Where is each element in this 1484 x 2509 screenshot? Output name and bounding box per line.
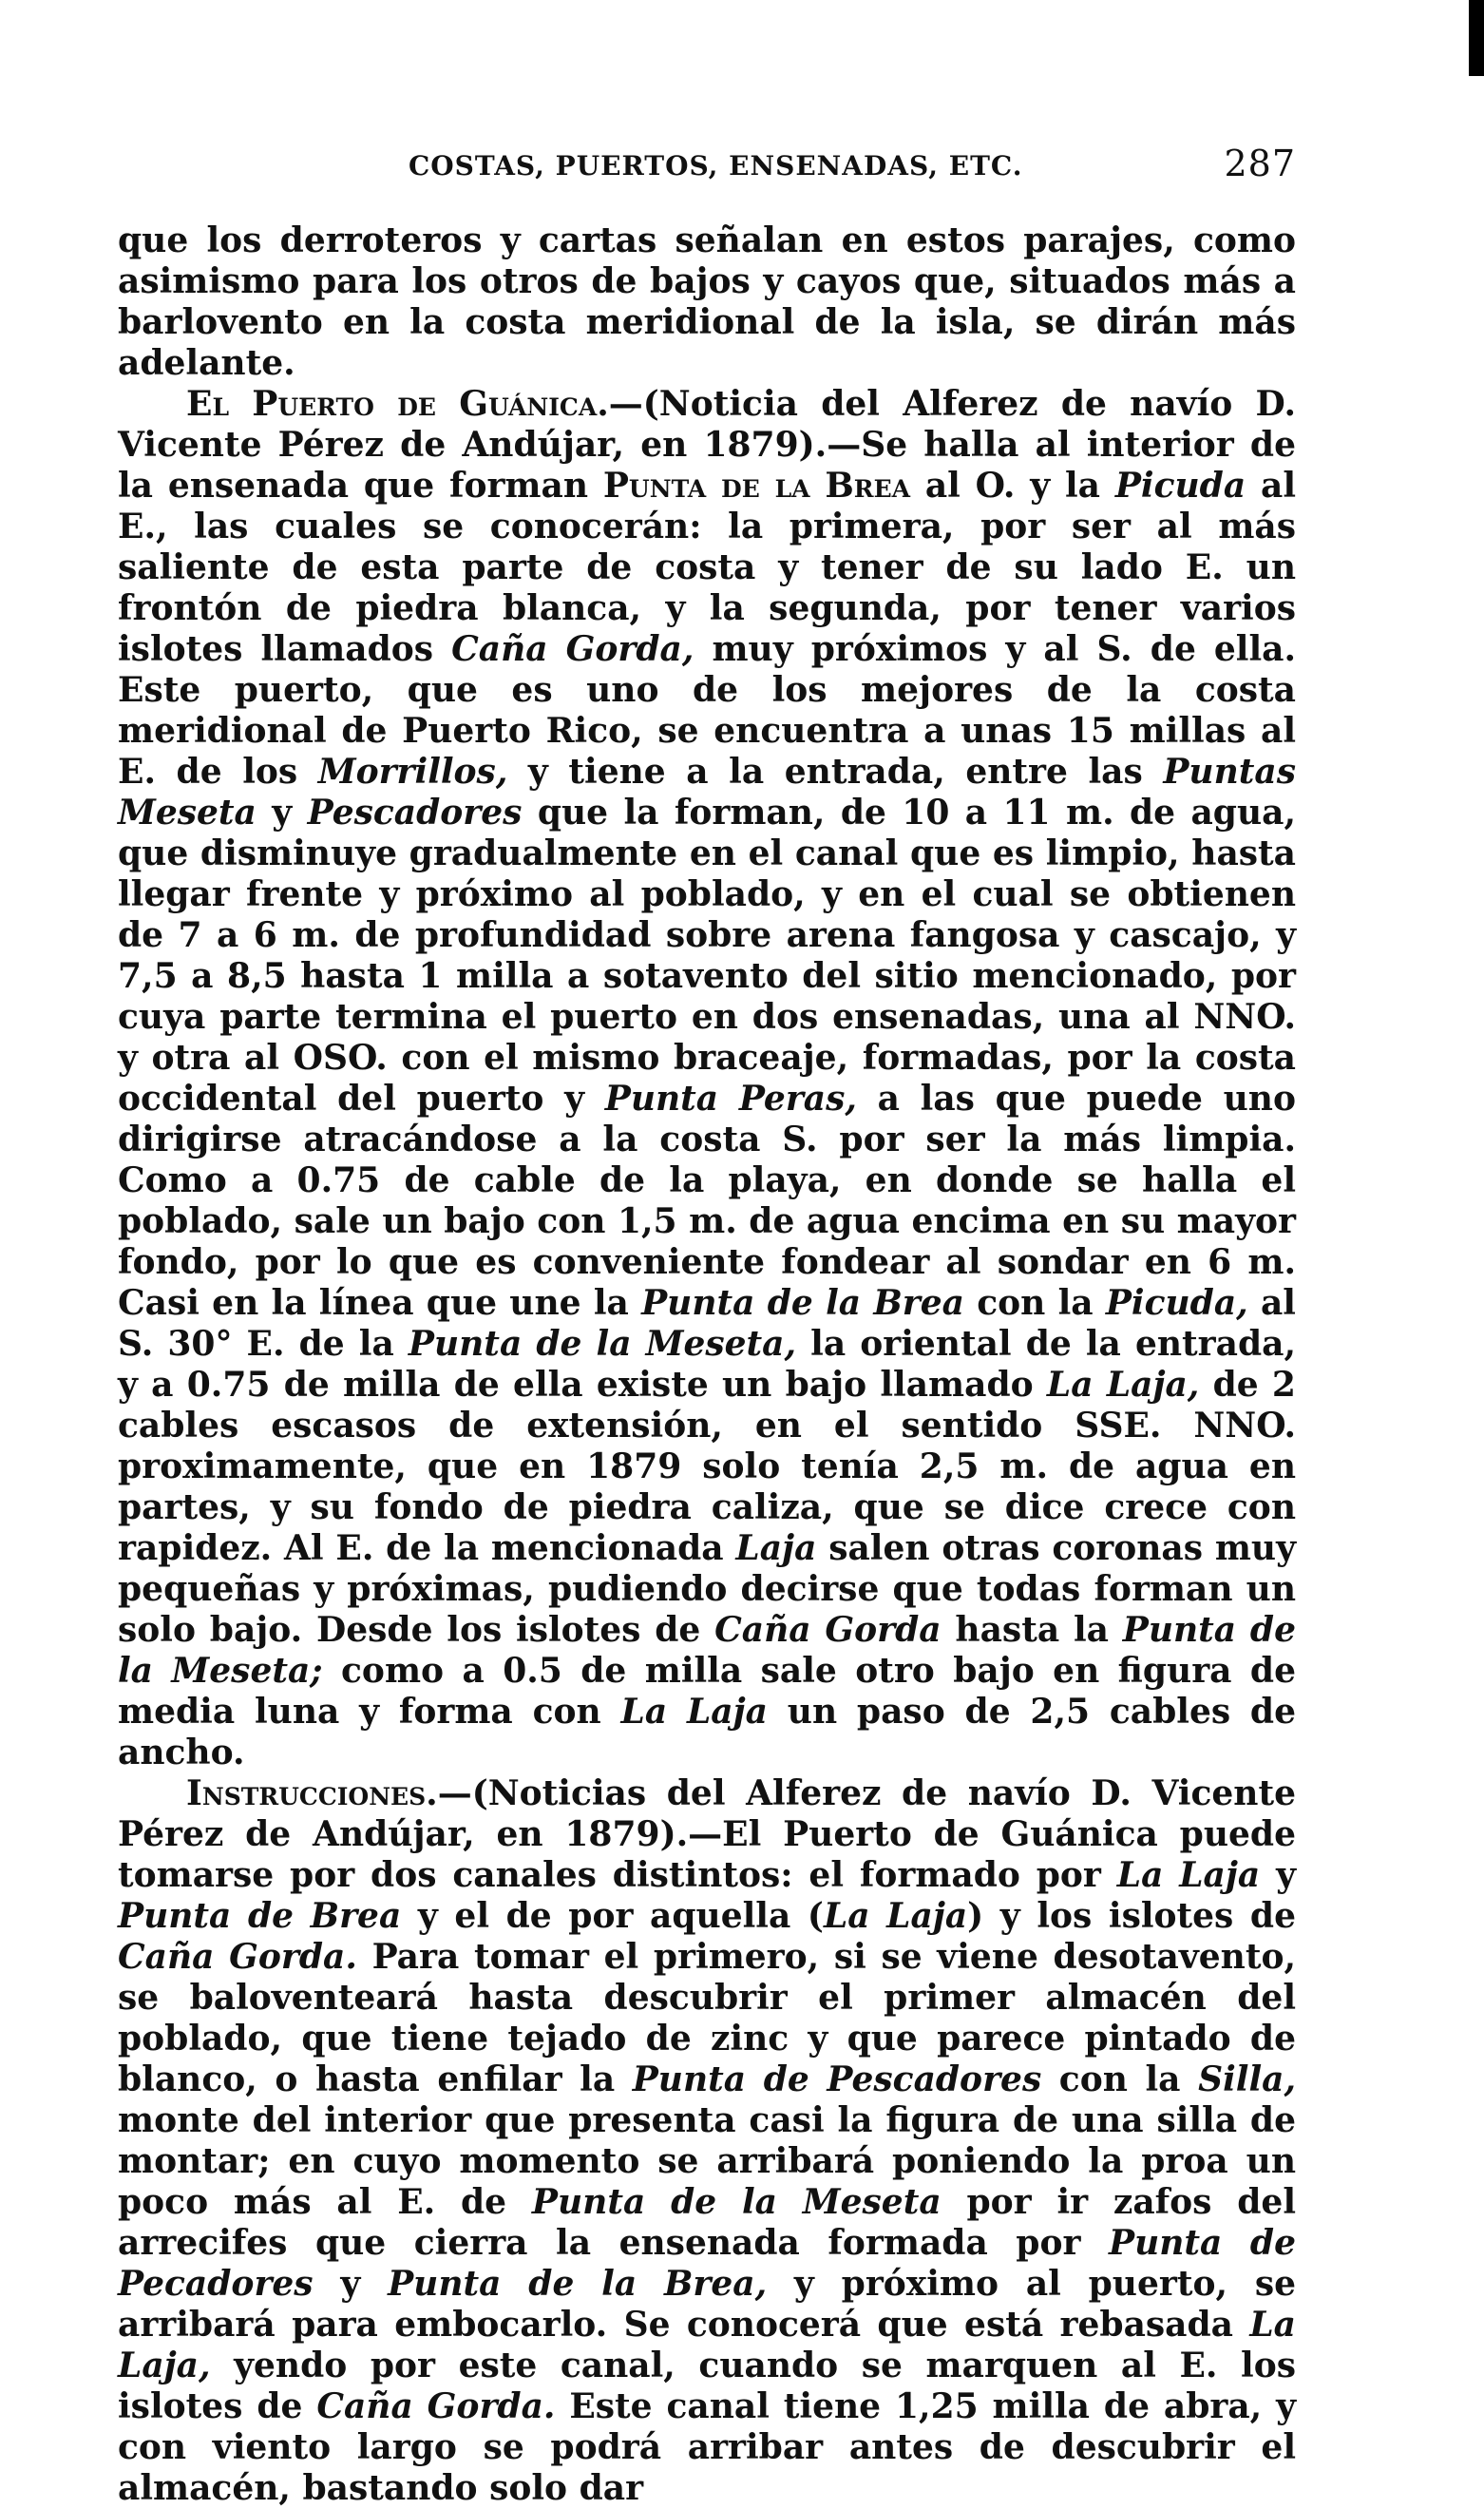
body-text: al E., las cuales se conocerán: la primera, por ser al más saliente de esta parte de costa y tener de su lado E. un frontón de piedra blanca, y la segunda, por tener varios islotes llamados xyxy=(118,466,1296,669)
place-name: La Laja xyxy=(620,1692,768,1732)
body-text: yendo por este canal, cuando se marquen al E. los islotes de xyxy=(118,2346,1296,2426)
body-text: —(Noticia del Alferez de navío D. Vicente Pérez de Andújar, en 1879).—Se halla al interior de la ensenada que forman xyxy=(118,384,1297,506)
place-name: Punta de Pecadores xyxy=(118,2223,1296,2304)
body-text: —(Noticias del Alferez de navío D. Vicente Pérez de Andújar, en 1879).—El Puerto de Guánica puede tomarse por dos canales distintos: el formado por xyxy=(118,1773,1296,1895)
place-name: Caña Gorda xyxy=(714,1610,942,1650)
text-column xyxy=(118,220,1296,2509)
body-text: al S. 30° E. de la xyxy=(118,1283,1296,1364)
body-text: Para tomar el primero, si se viene desotavento, se baloventeará hasta descubrir el primer almacén del poblado, que tiene tejado de zinc y que parece pintado de blanco, o hasta enfilar la xyxy=(118,1937,1297,2099)
body-text: y tiene a la entrada, entre las xyxy=(507,752,1164,792)
place-name: La Laja, xyxy=(1046,1365,1200,1405)
body-text: y xyxy=(256,793,308,833)
body-text: como a 0.5 de milla sale otro bajo en figura de media luna y forma con xyxy=(118,1651,1296,1732)
place-name: Punta de la Meseta, xyxy=(408,1324,797,1364)
body-text: y el de por aquella ( xyxy=(401,1896,824,1936)
place-name: Pescadores xyxy=(307,793,523,833)
page-number: 287 xyxy=(1224,143,1296,184)
paragraph-1 xyxy=(118,220,1296,384)
running-title: COSTAS, PUERTOS, ENSENADAS, ETC. xyxy=(409,150,1023,182)
paragraph-3 xyxy=(118,1773,1296,2509)
place-name: Caña Gorda. xyxy=(316,2386,556,2426)
place-name: Punta de Pescadores xyxy=(632,2059,1042,2099)
running-head xyxy=(409,143,1296,190)
body-text: a las que puede uno dirigirse atracándose a la costa S. por ser la más limpia. Como a 0.75 de cable de la playa, en donde se halla el poblado, sale un bajo con 1,5 m. de agua encima en su mayor fondo, por lo que es conveniente fondear al sondar en 6 m. Casi en la línea que une la xyxy=(118,1079,1296,1323)
body-text: al O. y la xyxy=(910,466,1115,506)
page-edge-mark xyxy=(1469,0,1484,76)
body-text: y xyxy=(313,2264,389,2304)
place-name: Picuda, xyxy=(1105,1283,1248,1323)
section-heading: Punta de la Brea xyxy=(602,466,911,506)
paragraph-2 xyxy=(118,384,1296,1773)
body-text: que la forman, de 10 a 11 m. de agua, que disminuye gradualmente en el canal que es limpio, hasta llegar frente y próximo al poblado, y en el cual se obtienen de 7 a 6 m. de profundidad sobre arena fangosa y cascajo, y 7,5 a 8,5 hasta 1 milla a sotavento del sitio mencionado, por cuya parte termina el puerto en dos ensenadas, una al NNO. y otra al OSO. con el mismo braceaje, formadas, por la costa occidental del puerto y xyxy=(118,793,1296,1119)
body-text: la oriental de la entrada, y a 0.75 de milla de ella existe un bajo llamado xyxy=(118,1324,1297,1405)
body-text: que los derroteros y cartas señalan en estos parajes, como asimismo para los otros de bajos y cayos que, situados más a barlovento en la costa meridional de la isla, se dirán más adelante. xyxy=(118,220,1296,383)
place-name: Punta Peras, xyxy=(604,1079,857,1119)
body-text: Este canal tiene 1,25 milla de abra, y con viento largo se podrá arribar antes de descubrir el almacén, bastando solo dar xyxy=(118,2386,1297,2508)
place-name: Silla, xyxy=(1198,2059,1296,2099)
body-text: un paso de 2,5 cables de ancho. xyxy=(118,1692,1297,1772)
section-heading: El Puerto de Guánica. xyxy=(186,384,609,424)
place-name: Punta de la Meseta; xyxy=(118,1610,1296,1691)
body-text: ) y los islotes de xyxy=(967,1896,1297,1936)
body-text: muy próximos y al S. de ella. Este puerto, que es uno de los mejores de la costa meridional de Puerto Rico, se encuentra a unas 15 millas al E. de los xyxy=(118,629,1297,792)
place-name: Puntas Meseta xyxy=(118,752,1296,833)
place-name: Morrillos, xyxy=(317,752,508,792)
place-name: Caña Gorda. xyxy=(118,1937,357,1977)
body-text: y xyxy=(1260,1855,1296,1895)
place-name: Punta de la Brea xyxy=(641,1283,964,1323)
body-text: salen otras coronas muy pequeñas y próximas, pudiendo decirse que todas forman un solo bajo. Desde los islotes de xyxy=(118,1528,1296,1650)
body-text: con la xyxy=(963,1283,1106,1323)
place-name: Punta de Brea xyxy=(118,1896,402,1936)
place-name: Picuda xyxy=(1114,466,1246,506)
body-text: con la xyxy=(1041,2059,1199,2099)
place-name: Punta de la Meseta xyxy=(531,2182,942,2222)
section-heading: Instrucciones. xyxy=(186,1773,438,1813)
body-text: y próximo al puerto, se arribará para embocarlo. Se conocerá que está rebasada xyxy=(118,2264,1297,2345)
place-name: Caña Gorda, xyxy=(451,629,694,669)
place-name: Punta de la Brea, xyxy=(388,2264,768,2304)
body-text: monte del interior que presenta casi la figura de una silla de montar; en cuyo momento se arribará poniendo la proa un poco más al E. de xyxy=(118,2100,1296,2222)
place-name: La Laja xyxy=(823,1896,968,1936)
body-text: hasta la xyxy=(941,1610,1123,1650)
body-text: de 2 cables escasos de extensión, en el sentido SSE. NNO. proximamente, que en 1879 solo tenía 2,5 m. de agua en partes, y su fondo de piedra caliza, que se dice crece con rapidez. Al E. de la mencionada xyxy=(118,1365,1296,1568)
place-name: La Laja, xyxy=(118,2305,1296,2385)
place-name: La Laja xyxy=(1116,1855,1261,1895)
place-name: Laja xyxy=(735,1528,817,1568)
body-text: por ir zafos del arrecifes que cierra la ensenada formada por xyxy=(118,2182,1296,2263)
